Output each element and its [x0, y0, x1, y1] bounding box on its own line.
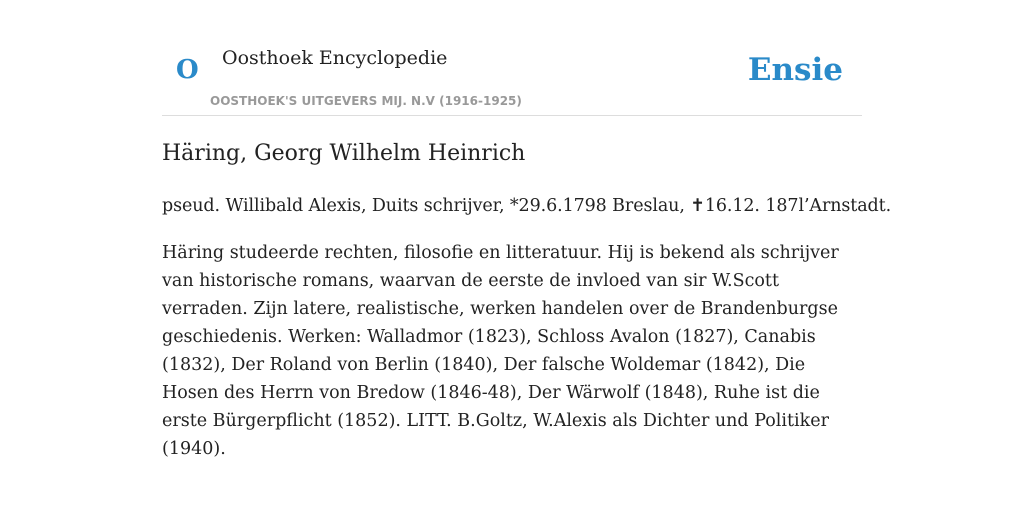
ensie-logo[interactable]: Ensie	[747, 52, 843, 88]
article	[162, 138, 892, 463]
oosthoek-logo[interactable]: O	[176, 55, 199, 85]
entry-body: Häring studeerde rechten, filosofie en litteratuur. Hij is bekend als schrijver van historische romans, waarvan de eerste de invloed van sir W.Scott verraden. Zijn latere, realistische, werken handelen over de Brandenburgse geschiedenis. Werken: Walladmor (1823), Schloss Avalon (1827), Canabis (1832), Der Roland von Berlin (1840), Der falsche Woldemar (1842), Die Hosen des Herrn von Bredow (1846-48), Der Wärwolf (1848), Ruhe ist die erste Bürgerpflicht (1852). LITT. B.Goltz, W.Alexis als Dichter und Politiker (1940).	[162, 243, 839, 459]
entry-lead: pseud. Willibald Alexis, Duits schrijver, *29.6.1798 Breslau, ✝16.12. 187l’Arnstadt.	[162, 196, 892, 216]
publication-title[interactable]: Oosthoek Encyclopedie	[222, 47, 448, 69]
publication-subtitle: OOSTHOEK'S UITGEVERS MIJ. N.V (1916-1925)	[210, 94, 522, 108]
entry-title: Häring, Georg Wilhelm Heinrich	[162, 141, 526, 166]
header	[162, 36, 862, 116]
